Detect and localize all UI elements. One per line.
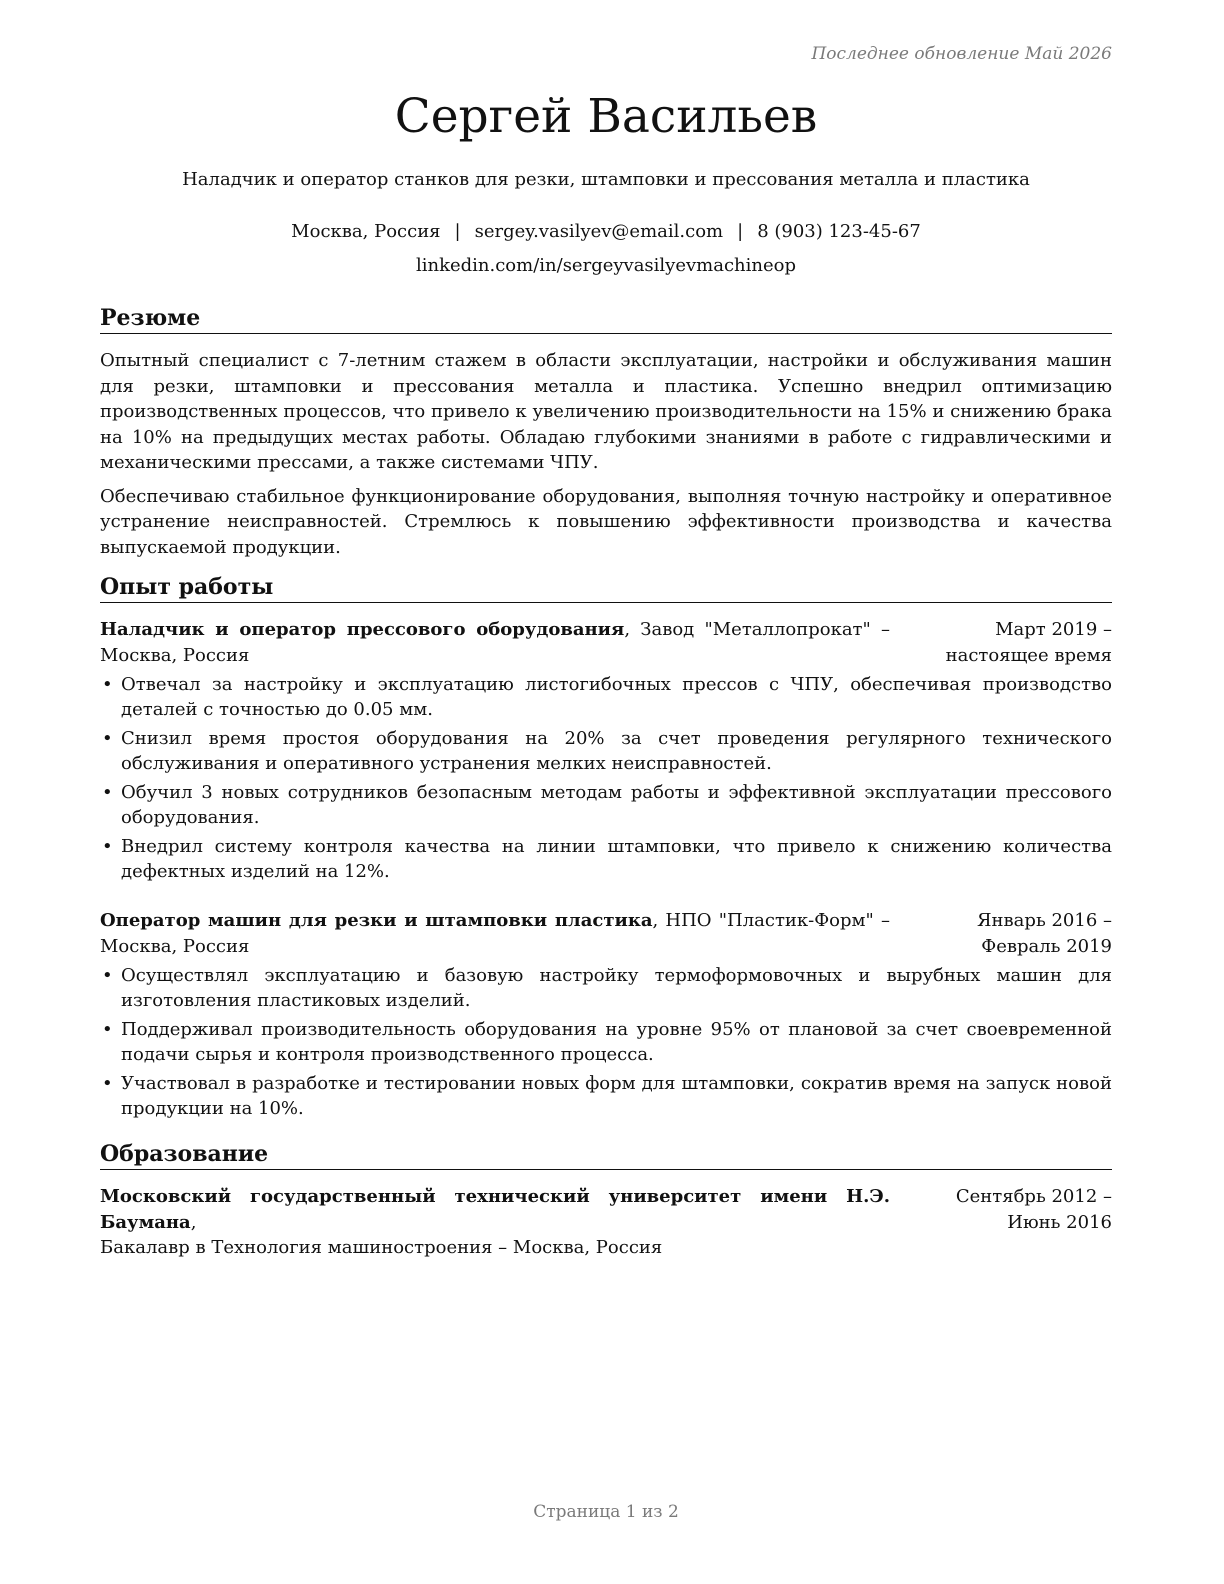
candidate-name: Сергей Васильев (394, 89, 818, 144)
job-position: Оператор машин для резки и штамповки пластика (100, 910, 653, 931)
list-item: • Обучил 3 новых сотрудников безопасным методам работы и эффективной эксплуатации прессового оборудования. (100, 780, 1112, 830)
resume-page (100, 0, 1112, 1584)
last-updated: Последнее обновление Май 2026 (811, 44, 1112, 64)
email-link[interactable]: sergey.vasilyev@email.com (474, 221, 724, 242)
list-item: • Отвечал за настройку и эксплуатацию листогибочных прессов с ЧПУ, обеспечивая производство деталей с точностью до 0.05 мм. (100, 672, 1112, 722)
list-item: • Внедрил систему контроля качества на линии штамповки, что привело к снижению количества дефектных изделий на 12%. (100, 834, 1112, 884)
list-item: • Поддерживал производительность оборудования на уровне 95% от плановой за счет своевременной подачи сырья и контроля производственного процесса. (100, 1017, 1112, 1067)
education-dates: Сентябрь 2012 – Июнь 2016 (955, 1186, 1112, 1233)
list-item: • Осуществлял эксплуатацию и базовую настройку термоформовочных и вырубных машин для изготовления пластиковых изделий. (100, 963, 1112, 1013)
section-title-education: Образование (100, 1140, 1112, 1170)
job-header (100, 617, 1112, 668)
job-company: , НПО "Пластик-Форм" – Москва, Россия (100, 910, 890, 957)
job-bullets (100, 672, 1112, 884)
job-entry (100, 617, 1112, 884)
job-dates: Январь 2016 – Февраль 2019 (977, 910, 1112, 957)
separator: | (454, 221, 461, 242)
degree: Бакалавр в Технология машиностроения – Москва, Россия (100, 1237, 663, 1258)
job-header (100, 908, 1112, 959)
list-item: • Снизил время простоя оборудования на 20% за счет проведения регулярного технического обслуживания и оперативного устранения мелких неисправностей. (100, 726, 1112, 776)
linkedin-link[interactable]: linkedin.com/in/sergeyvasilyevmachineop (415, 255, 797, 276)
job-title-line (100, 908, 890, 959)
job-entry (100, 908, 1112, 1121)
location: Москва, Россия (291, 221, 441, 242)
education-section (100, 1140, 1112, 1261)
section-title-summary: Резюме (100, 304, 1112, 334)
summary-section (100, 304, 1112, 560)
job-dates: Март 2019 – настоящее время (945, 619, 1112, 666)
contact-line (100, 220, 1112, 244)
page-number: Страница 1 из 2 (533, 1502, 679, 1522)
separator: | (737, 221, 744, 242)
summary-paragraph: Обеспечиваю стабильное функционирование оборудования, выполняя точную настройку и оперативное устранение неисправностей. Стремлюсь к повышению эффективности производства и качества выпускаемой продукции. (100, 485, 1112, 558)
job-title-line (100, 617, 890, 668)
section-title-experience: Опыт работы (100, 573, 1112, 603)
comma: , (190, 1211, 197, 1233)
job-company: , Завод "Металлопрокат" – Москва, Россия (100, 619, 890, 666)
candidate-title: Наладчик и оператор станков для резки, штамповки и прессования металла и пластика (182, 169, 1030, 190)
list-item: • Участвовал в разработке и тестировании новых форм для штамповки, сократив время на запуск новой продукции на 10%. (100, 1071, 1112, 1121)
education-entry (100, 1184, 1112, 1261)
school-name: Московский государственный технический университет имени Н.Э. Баумана (100, 1186, 890, 1233)
experience-section (100, 573, 1112, 1125)
job-bullets (100, 963, 1112, 1121)
phone: 8 (903) 123-45-67 (757, 221, 921, 242)
job-position: Наладчик и оператор прессового оборудования (100, 619, 625, 640)
education-title-line (100, 1184, 890, 1261)
summary-paragraph: Опытный специалист с 7-летним стажем в области эксплуатации, настройки и обслуживания машин для резки, штамповки и прессования металла и пластика. Успешно внедрил оптимизацию производственных процессов, что привело к увеличению производительности на 15% и снижению брака на 10% на предыдущих местах работы. Обладаю глубокими знаниями в работе с гидравлическими и механическими прессами, а также системами ЧПУ. (100, 350, 1112, 473)
